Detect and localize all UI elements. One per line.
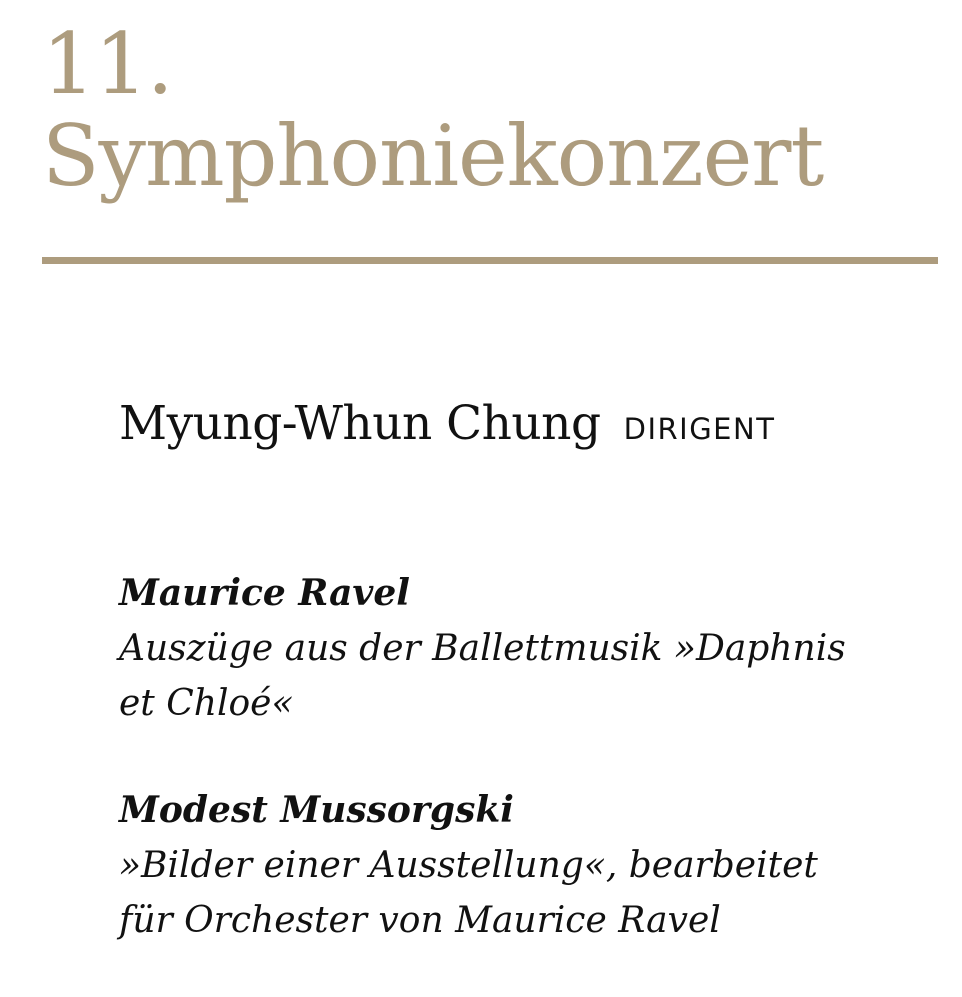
performer-name: Myung-Whun Chung [119, 396, 601, 451]
composer-name: Modest Mussorgski [119, 789, 514, 831]
composer-name: Maurice Ravel [119, 572, 410, 614]
work-title-line: »Bilder einer Ausstellung«, bearbeitet [119, 845, 818, 886]
concert-title: Symphoniekonzert [42, 107, 824, 205]
concert-number: 11. [42, 15, 173, 113]
program-item [119, 566, 939, 731]
program-item [119, 783, 939, 948]
divider-rule [42, 257, 938, 264]
work-title-line: et Chloé« [119, 683, 294, 724]
work-title-line: für Orchester von Maurice Ravel [119, 900, 721, 941]
performer-role: DIRIGENT [623, 412, 776, 446]
concert-heading [42, 15, 824, 205]
work-title-line: Auszüge aus der Ballettmusik »Daphnis [119, 628, 846, 669]
performer-line [119, 396, 775, 451]
